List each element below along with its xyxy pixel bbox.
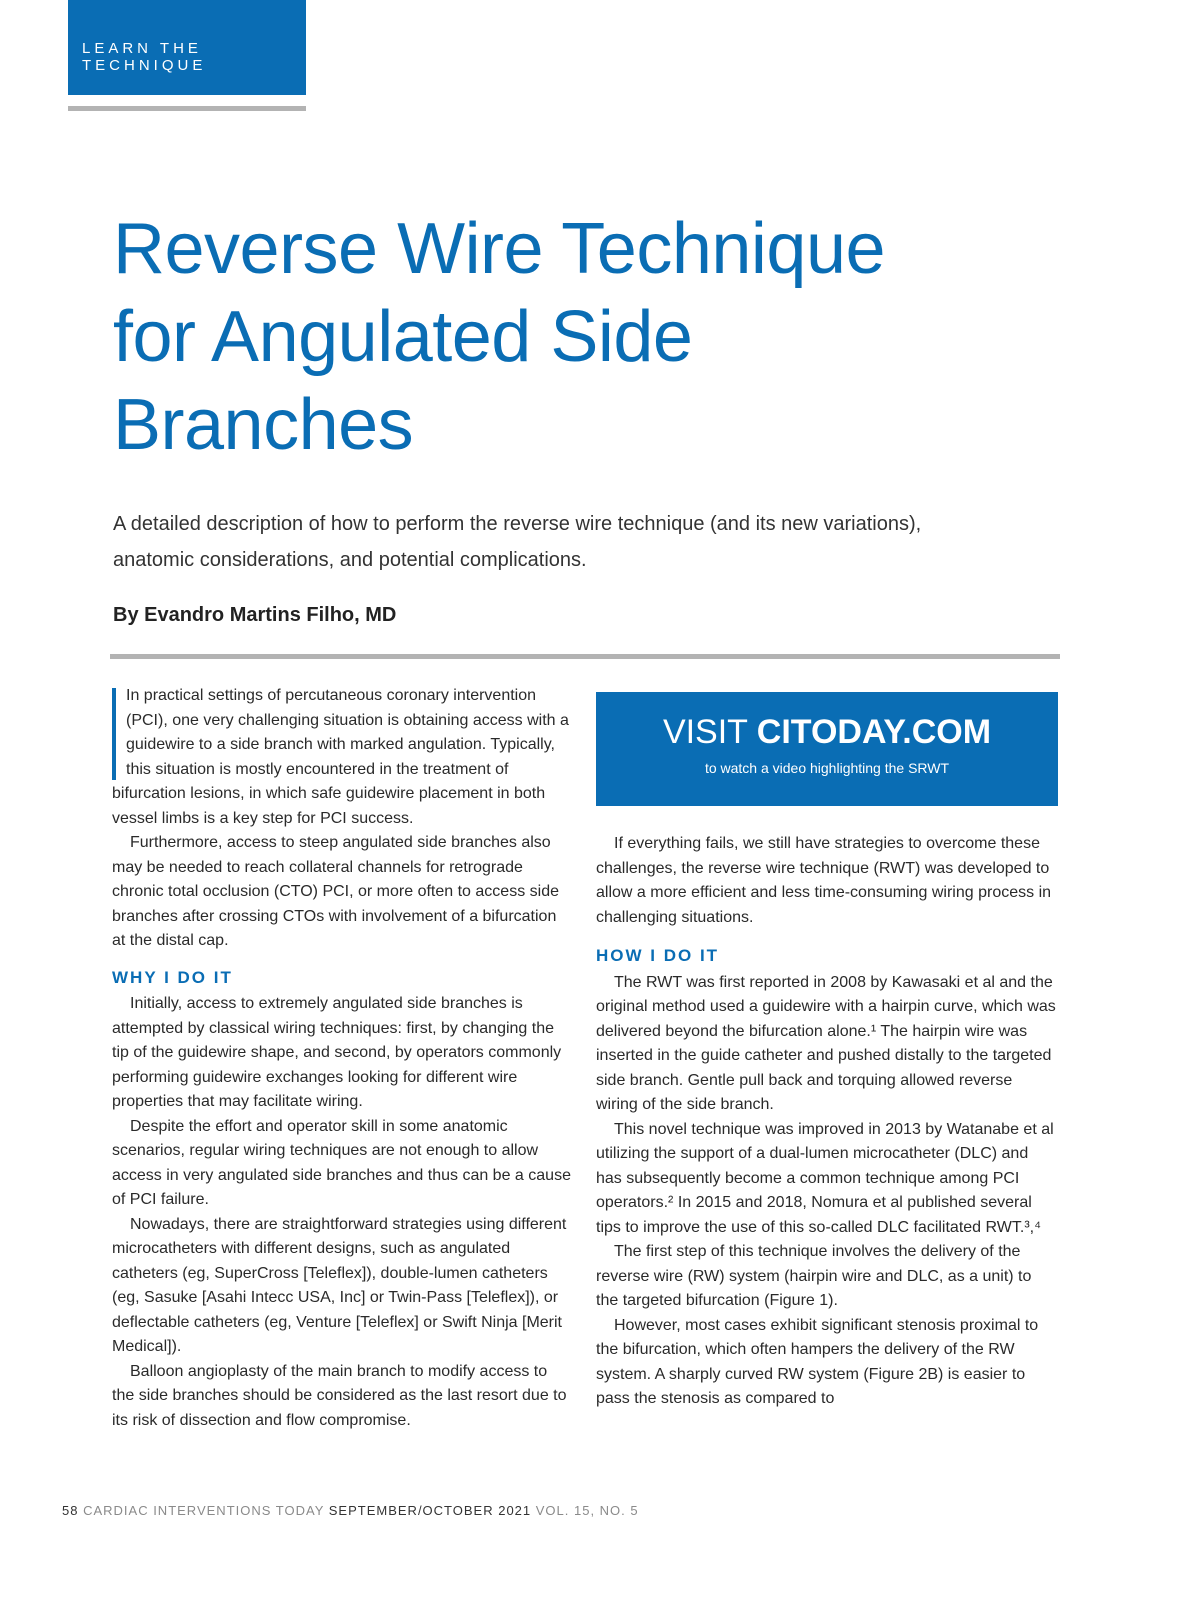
deck-line-1: A detailed description of how to perform the reverse wire technique (and its new variations), [113,513,922,535]
article-title [113,205,1103,469]
publication-name: CARDIAC INTERVENTIONS TODAY [78,1503,329,1518]
page-footer [62,1503,639,1518]
body-paragraph: Despite the effort and operator skill in some anatomic scenarios, regular wiring techniques are not enough to allow access in very angulated side branches and thus can be a cause of PCI failure. [112,1117,571,1208]
title-line-3: Branches [113,385,414,465]
promo-site-link[interactable]: CITODAY.COM [756,713,992,751]
issue-date: SEPTEMBER/OCTOBER 2021 [328,1503,532,1518]
article-deck [113,506,1073,578]
heading-how-i-do-it: HOW I DO IT [596,946,720,965]
volume-info: VOL. 15, NO. 5 [531,1503,639,1518]
body-paragraph: Nowadays, there are straightforward strategies using different microcatheters with different designs, such as angulated catheters (eg, SuperCross [Teleflex]), double-lumen catheters (eg, Sasuke [Asahi Intecc USA, Inc] or Twin-Pass [Teleflex]), or deflectable catheters (eg, Venture [Teleflex] or Swift Ninja [Merit Medical]). [112,1215,567,1355]
video-promo-box[interactable] [596,692,1058,806]
header-divider [110,654,1060,659]
drop-cap-bar [112,688,116,780]
promo-headline: VISIT CITODAY.COM [662,713,992,751]
body-paragraph: However, most cases exhibit significant stenosis proximal to the bifurcation, which often hampers the delivery of the RW system. A sharply curved RW system (Figure 2B) is easier to pass the stenosis as compared to [596,1316,1039,1407]
title-line-1: Reverse Wire Technique [113,209,886,289]
body-paragraph: The first step of this technique involves the delivery of the reverse wire (RW) system (hairpin wire and DLC, as a unit) to the targeted bifurcation (Figure 1). [596,1243,1032,1309]
body-paragraph: Initially, access to extremely angulated side branches is attempted by classical wiring techniques: first, by changing the tip of the guidewire shape, and second, by operators commonly performing guidewire exchanges looking for different wire properties that may facilitate wiring. [112,995,562,1110]
intro-paragraph: In practical settings of percutaneous coronary intervention (PCI), one very challenging situation is obtaining access with a guidewire to a side branch with marked angulation. Typically, this situation is mostly encountered in the treatment of bifurcation lesions, in which safe guidewire placement in both vessel limbs is a key step for PCI success. [112,687,569,827]
author-byline: By Evandro Martins Filho, MD [113,604,397,626]
title-line-2: for Angulated Side [113,297,693,377]
body-paragraph: If everything fails, we still have strategies to overcome these challenges, the reverse wire technique (RWT) was developed to allow a more efficient and less time-consuming wiring process in challenging situations. [596,835,1052,926]
promo-subtitle: to watch a video highlighting the SRWT [704,760,950,776]
body-paragraph: The RWT was first reported in 2008 by Kawasaki et al and the original method used a guidewire with a hairpin curve, which was delivered beyond the bifurcation alone.¹ The hairpin wire was inserted in the guide catheter and pushed distally to the targeted side branch. Gentle pull back and torquing allowed reverse wiring of the side branch. [596,973,1056,1113]
deck-line-2: anatomic considerations, and potential complications. [113,549,587,571]
body-paragraph: This novel technique was improved in 2013 by Watanabe et al utilizing the support of a dual-lumen microcatheter (DLC) and has subsequently become a common technique among PCI operators.² In 2015 and 2018, Nomura et al published several tips to improve the use of this so-called DLC facilitated RWT.³,⁴ [596,1120,1054,1236]
section-divider [68,106,306,111]
body-paragraph: Furthermore, access to steep angulated side branches also may be needed to reach collateral channels for retrograde chronic total occlusion (CTO) PCI, or more often to access side branches after crossing CTOs with involvement of a bifurcation at the distal cap. [112,834,559,949]
section-label [68,0,306,95]
left-column [112,684,572,1433]
section-label-text: LEARN THE TECHNIQUE [82,40,207,74]
right-column [596,832,1058,1412]
heading-why-i-do-it: WHY I DO IT [112,967,233,987]
body-paragraph: Balloon angioplasty of the main branch to modify access to the side branches should be considered as the last resort due to its risk of dissection and flow compromise. [112,1362,567,1429]
page-number: 58 [62,1503,79,1518]
